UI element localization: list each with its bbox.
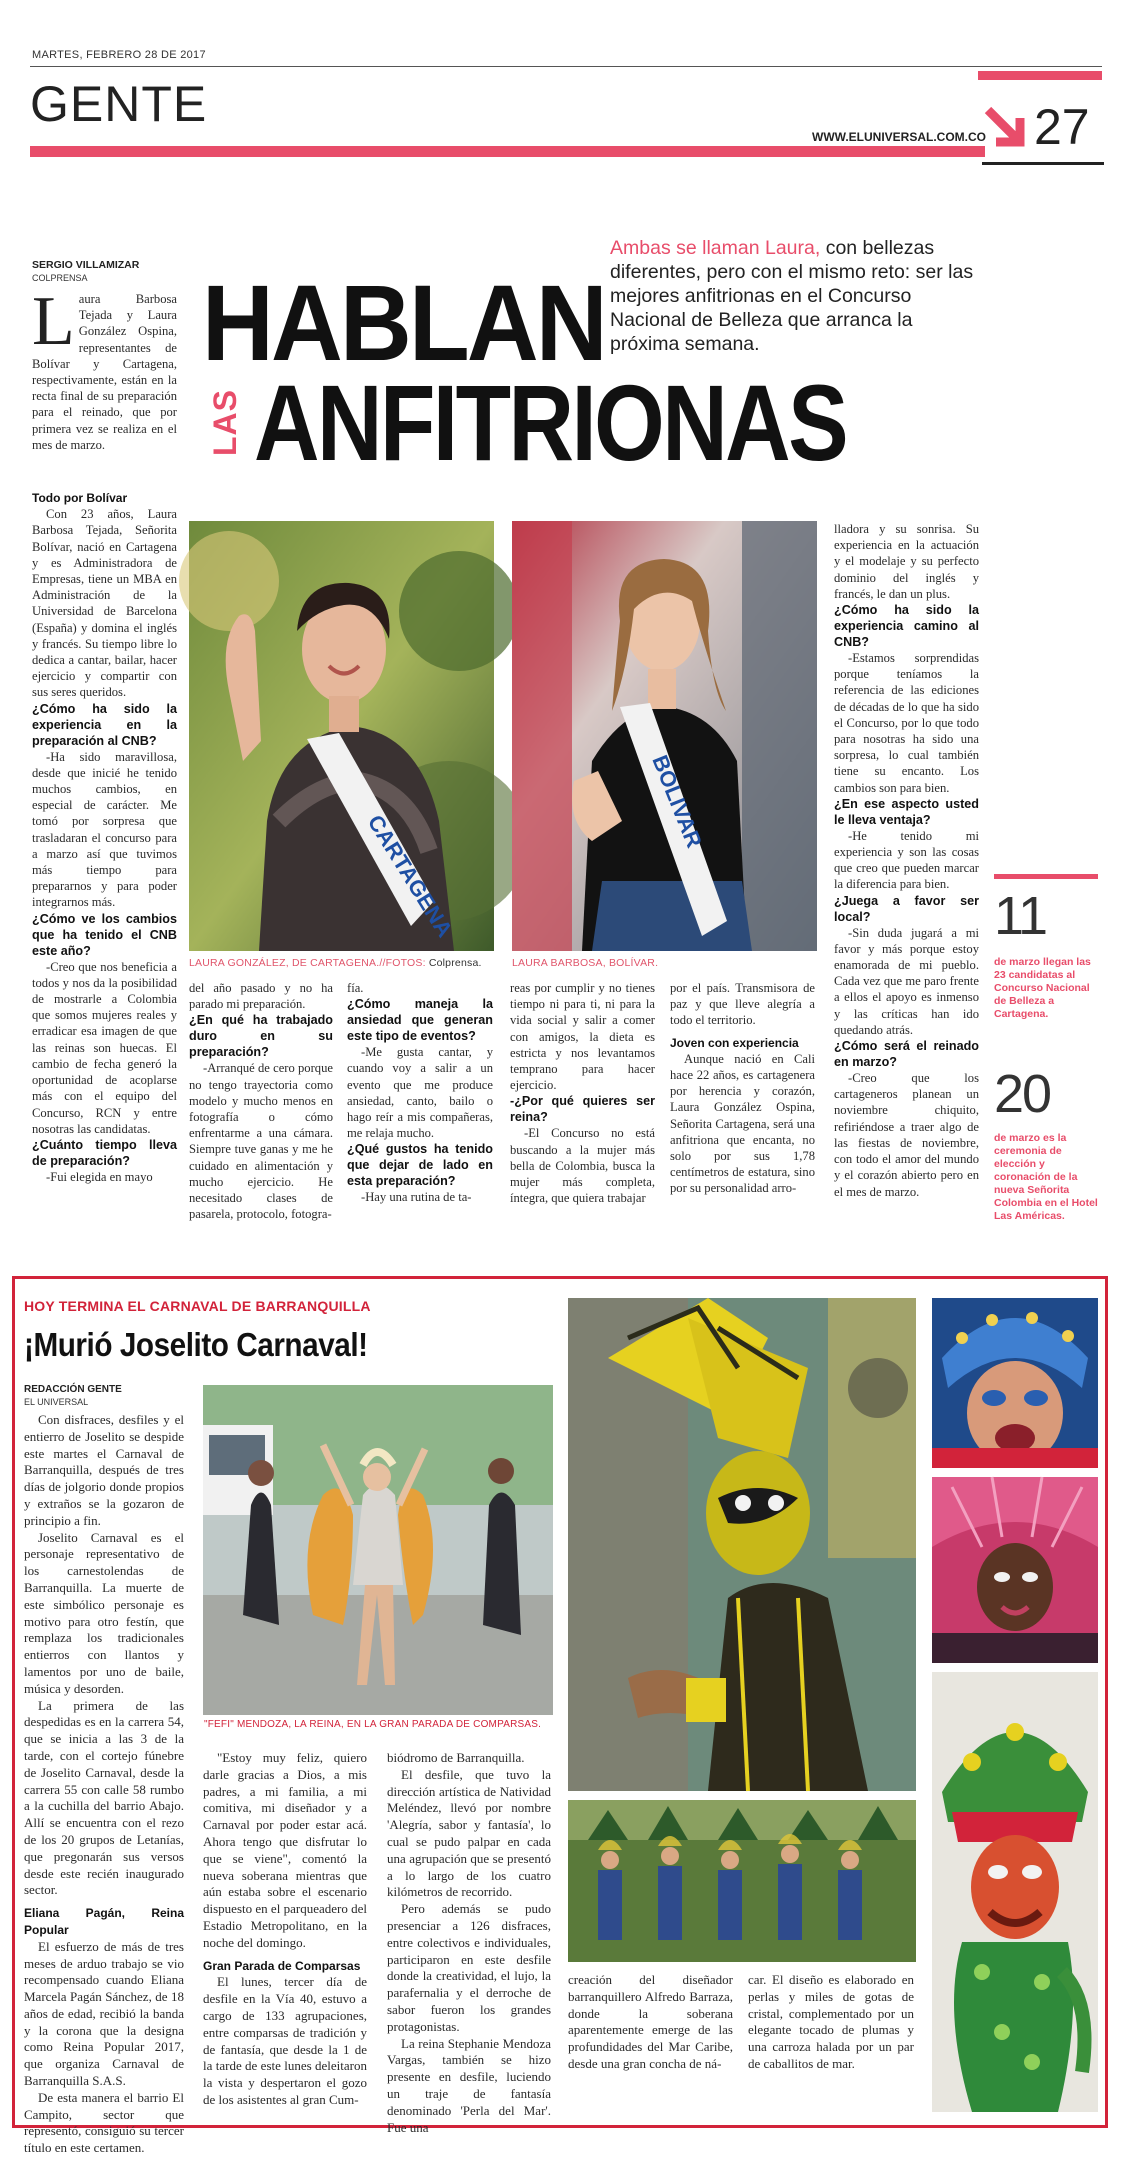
page-number: 27 — [1034, 99, 1090, 155]
drop-cap: L — [32, 283, 75, 360]
fact-2-text: de marzo es la ceremonia de elección y coronación de la nueva Señorita Colombia en el Hotel Las Américas. — [994, 1132, 1098, 1222]
carnaval-column-2: "Estoy muy feliz, quiero darle gracias a Dios, a mis padres, a mi familia, a mi comitiva, mi diseñador y a Carnaval por poder estar acá. Ahora tengo que disfrutar lo que se viene", comentó la nueva soberana mientras que aún estaba sobre el escenario dispuesto en el parqueadero del Estadio Metropolitano, en la noche del domingo. Gran Parada de Comparsas El lunes, tercer día de desfile en la Vía 40, estuvo a cargo de 133 agrupaciones, entre comparsas de tradición y de fantasía, que desde la 1 de la tarde de este lunes deleitaron la vista y despertaron el gozo de los asistentes al gran Cum- — [203, 1750, 367, 2107]
story1-column-5: por el país. Transmisora de paz y que lleve alegría a todo el territorio. Joven con experiencia Aunque nació en Cali hace 22 años, es cartagenera por herencia y corazón, Laura González Ospina, Señorita Cartagena, será una anfitriona que encanta, no solo por sus 1,78 centímetros de estatura, sino por su personalidad arro- — [670, 981, 815, 1196]
carnaval-photo-caption: "FEFI" MENDOZA, LA REINA, EN LA GRAN PARADA DE COMPARSAS. — [204, 1719, 542, 1730]
story1-column-2: del año pasado y no ha parado mi preparación. ¿En qué ha trabajado duro en su preparación? -Arranqué de cero porque no tengo trayectoria como modelo y mucho menos en fotografía o cómo enfrentarme a una cámara. Siempre tuve ganas y me he cuidado en alimentación y mucho ejercicio. He necesitado clases de pasarela, protocolo, fotogra- — [189, 981, 333, 1222]
caption-photo-1: LAURA GONZÁLEZ, DE CARTAGENA.//FOTOS: Colprensa. — [189, 957, 482, 969]
photo-laura-barbosa — [512, 521, 817, 951]
carnaval-column-5: car. El diseño es elaborado en perlas y miles de gotas de cristal, complementado por un elegante tocado de plumas y una carroza halada por un par de caballitos de mar. — [748, 1972, 914, 2071]
deck: Ambas se llaman Laura, con bellezas diferentes, pero con el mismo reto: ser las mejores anfitrionas en el Concurso Nacional de Belleza que arranca la próxima semana. — [610, 237, 974, 355]
photo-carnival-face-2 — [932, 1477, 1098, 1663]
headline-line-1: HABLAN — [202, 262, 605, 383]
headline-kicker: LAS — [207, 389, 243, 456]
photo-carnival-dancer — [568, 1298, 916, 1791]
story1-column-4: reas por cumplir y no tienes tiempo ni para ti, ni para la vida social y salir a comer con amigos, la dieta es estricta y nos levantamos temprano para hacer ejercicio. -¿Por qué quieres ser reina? -El Concurso no está buscando a la mujer más bella de Colombia, busca la mujer más completa, íntegra, que quiera trabajar — [510, 981, 655, 1206]
fact-1-text: de marzo llegan las 23 candidatas al Concurso Nacional de Belleza a Cartagena. — [994, 956, 1091, 1020]
story1-column-3: fía. ¿Cómo maneja la ansiedad que generan este tipo de eventos? -Me gusta cantar, y cuando voy a salir a un evento que me produce ansiedad, canto, bailo o hago reír a mis compañeras, me relaja mucho. ¿Qué gustos ha tenido que dejar de lado en esta preparación? -Hay una rutina de ta- — [347, 981, 493, 1205]
headline-line-2: ANFITRIONAS — [254, 362, 847, 483]
arrow-down-right-icon — [984, 104, 1028, 154]
carnaval-byline-agency: EL UNIVERSAL — [24, 1397, 89, 1407]
issue-date: MARTES, FEBRERO 28 DE 2017 — [32, 49, 206, 61]
byline: SERGIO VILLAMIZAR — [32, 259, 140, 271]
carnaval-byline: REDACCIÓN GENTE — [24, 1384, 122, 1395]
header-accent-bar-top — [978, 71, 1102, 80]
photo-comparsa-group-image — [568, 1800, 916, 1962]
carnaval-headline: ¡Murió Joselito Carnaval! — [24, 1326, 368, 1363]
photo-reina-comparsas — [203, 1385, 553, 1715]
photo-laura-gonzalez-image — [189, 521, 494, 951]
photo-comparsa-group — [568, 1800, 916, 1962]
page-number-box — [982, 94, 1104, 170]
sash-text-cartagena: CARTAGENA — [362, 810, 458, 942]
website-url: WWW.ELUNIVERSAL.COM.CO — [812, 130, 986, 144]
sash-text-bolivar: BOLIVAR — [647, 751, 708, 852]
photo-carnival-face-3 — [932, 1672, 1098, 2112]
story1-column-6: lladora y su sonrisa. Su experiencia en la actuación y el modelaje y su perfecto dominio del inglés y francés, le dan un plus. ¿Cómo ha sido la experiencia camino al CNB? -Estamos sorprendidas porque teníamos la referencia de las ediciones de décadas de lo que ha sido el Concurso, por lo que todo para nosotras ha sido una sorpresa, lo cual también tiene su encanto. Los cambios son para bien. ¿En ese aspecto usted le lleva ventaja? -He tenido mi experiencia y son las cosas que creo que pueden marcar la diferencia para bien. ¿Juega a favor ser local? -Sin duda jugará a mi favor y más porque estoy enamorada de mi pueblo. Cada vez que me paro frente a ellos el apoyo es inmenso y las críticas han ido quedando atrás. ¿Cómo será el reinado en marzo? -Creo que los cartageneros planean un noviembre chiquito, refiriéndose a traer algo de las fiestas de noviembre, con todo el amor del mundo y el corazón abierto pero en el mes de marzo. — [834, 522, 979, 1199]
fact-2-number: 20 — [994, 1064, 1051, 1124]
page-number-underline — [982, 162, 1104, 165]
section-title: GENTE — [30, 76, 208, 132]
story1-column-1: Todo por Bolívar Con 23 años, Laura Barbosa Tejada, Señorita Bolívar, nació en Cartagena y es Administradora de Empresas, tiene un MBA en Administración de la Universidad de Barcelona (España) y domina el inglés y francés. Su tiempo libre lo dedica a cantar, bailar, hacer ejercicio y compartir con sus seres queridos. ¿Cómo ha sido la experiencia en la preparación al CNB? -Ha sido maravillosa, desde que inicié he tenido muchos cambios, en especial de carácter. Me tomó por sorpresa que trasladaran el concurso para a marzo así que tuvimos más tiempo para prepararnos y para poder integrarnos más. ¿Cómo ve los cambios que ha tenido el CNB este año? -Creo que nos beneficia a todos y nos da la posibilidad de mostrarle a Colombia que somos mujeres reales y erradicar esa imagen de que las reinas son huecas. El cambio de fecha generó la oportunidad de acoplarse más con el equipo del Concurso, RCN y entre nosotras las candidatas. ¿Cuánto tiempo lleva de preparación? -Fui elegida en mayo — [32, 491, 177, 1184]
photo-laura-gonzalez — [189, 521, 494, 951]
photo-carnival-face-1-image — [932, 1298, 1098, 1468]
caption-photo-2: LAURA BARBOSA, BOLÍVAR. — [512, 957, 659, 969]
carnaval-kicker: HOY TERMINA EL CARNAVAL DE BARRANQUILLA — [24, 1298, 371, 1314]
fact-box-rule — [994, 874, 1098, 879]
carnaval-column-3: biódromo de Barranquilla. El desfile, que tuvo la dirección artística de Natividad Meléndez, llevó por nombre 'Alegría, sabor y fantasía', lo cual se pudo palpar en cada una agrupación que se presentó a lo largo de los cuatro kilómetros de recorrido. Pero además se pudo presenciar a 126 disfraces, entre colectivos e individuales, participaron en este desfile donde la creatividad, el lujo, la parafernalia y el derroche de sabor fueron los grandes protagonistas. La reina Stephanie Mendoza Vargas, también se hizo presente en desfile, luciendo un traje de fantasía denominado 'Perla del Mar'. Fue una — [387, 1750, 551, 2135]
section-rule — [30, 146, 985, 157]
carnaval-column-4: creación del diseñador barranquillero Alfredo Barraza, donde la soberana aparentemente emerge de las profundidades del Mar Caribe, desde una gran concha de ná- — [568, 1972, 733, 2071]
photo-carnival-face-3-image — [932, 1672, 1098, 2112]
byline-agency: COLPRENSA — [32, 273, 88, 283]
header-top-rule — [30, 66, 1102, 67]
fact-1-number: 11 — [994, 886, 1047, 946]
lead-paragraph: Laura Barbosa Tejada y Laura González Ospina, representantes de Bolívar y Cartagena, respectivamente, están en la recta final de su preparación para el reinado, que por primera vez se realiza en el mes de marzo. — [32, 283, 177, 452]
photo-carnival-face-2-image — [932, 1477, 1098, 1663]
photo-carnival-face-1 — [932, 1298, 1098, 1468]
carnaval-column-1: Con disfraces, desfiles y el entierro de Joselito se despide este martes el Carnaval de Barranquilla, después de tres días de jolgorio donde propios y extraños se la gozaron de principio a fin. Joselito Carnaval es el personaje representativo de los carnestolendas de Barranquilla. La muerte de este simbólico personaje es motivo para otro festín, que remplaza los tradicionales entierros con llantos y lamentos por uno de baile, música y desorden. La primera de las despedidas es en la carrera 54, que se inicia a las 3 de la tarde, con el cortejo fúnebre de Joselito Carnaval, desde la carrera 55 con calle 58 rumbo a la cuchilla del barrio Abajo. Allí se encuentra con el rezo de los 20 grupos de Letanías, que pregonarán sus versos desde este recién inaugurado sector. Eliana Pagán, Reina Popular El esfuerzo de más de tres meses de arduo trabajo se vio recompensado cuando Eliana Marcela Pagán Sánchez, de 18 años de edad, recibió la banda y la corona que la designa como Reina Popular 2017, que organiza Carnaval de Barranquilla S.A.S. De esta manera el barrio El Campito, sector que representó, consiguió su tercer título en este certamen. — [24, 1412, 184, 2156]
photo-reina-comparsas-image — [203, 1385, 553, 1715]
photo-laura-barbosa-image — [512, 521, 817, 951]
photo-carnival-dancer-image — [568, 1298, 916, 1791]
